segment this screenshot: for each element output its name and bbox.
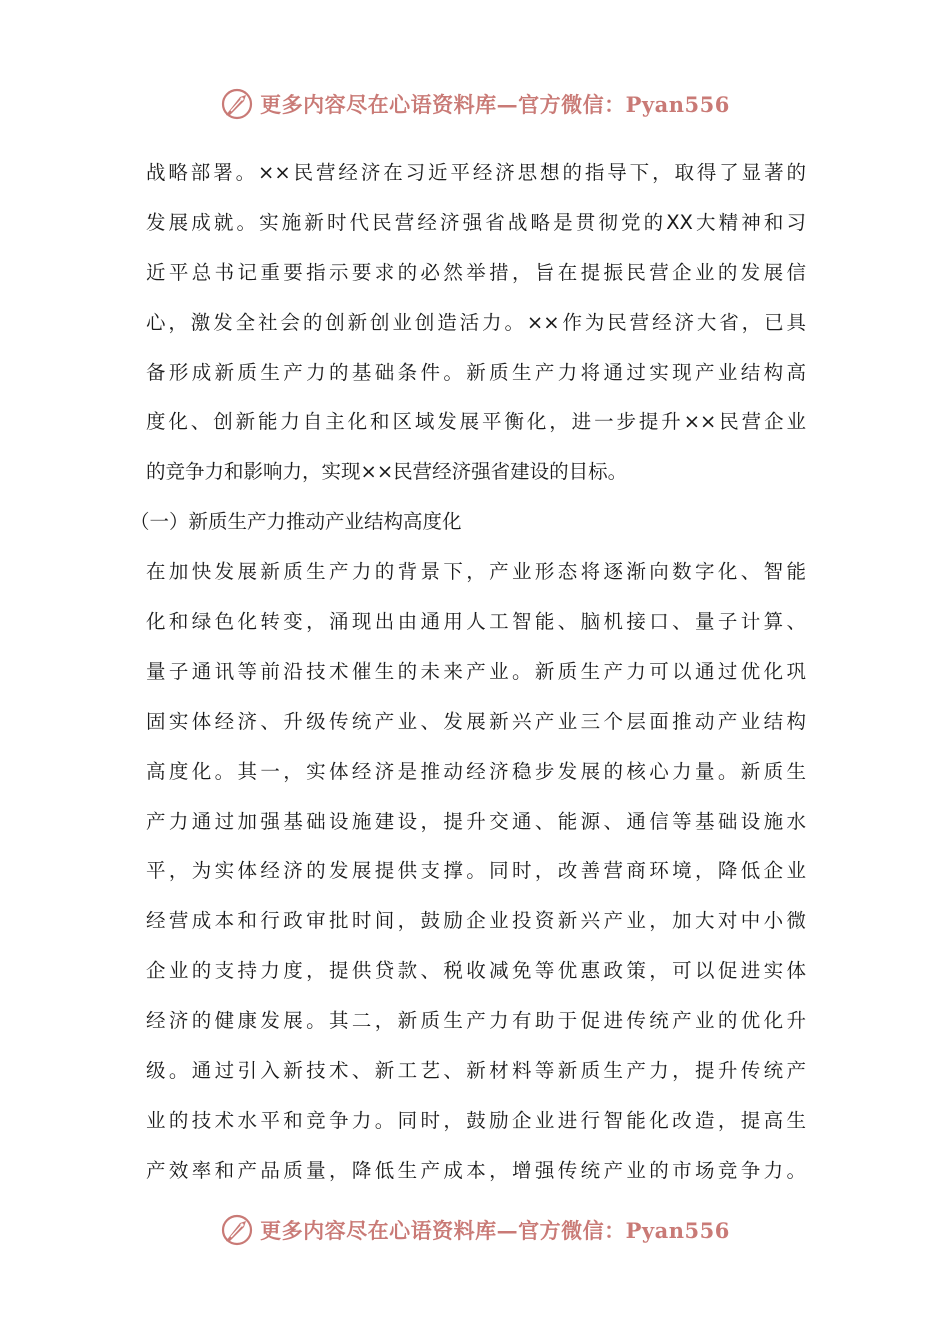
text-line: 的竞争力和影响力，实现××民营经济强省建设的目标。 (146, 460, 628, 484)
watermark-text: 更多内容尽在心语资料库—官方微信：Pyan556 (260, 1218, 730, 1243)
text-line: 经济的健康发展。其二，新质生产力有助于促进传统产业的优化升 (146, 1009, 806, 1033)
paragraph (146, 547, 806, 1196)
paragraph (146, 148, 806, 497)
text-line: 度化、创新能力自主化和区域发展平衡化，进一步提升××民营企业 (146, 410, 806, 434)
text-line: 固实体经济、升级传统产业、发展新兴产业三个层面推动产业结构 (146, 709, 806, 733)
document-body (130, 148, 806, 1196)
text-line: 在加快发展新质生产力的背景下，产业形态将逐渐向数字化、智能 (146, 560, 806, 584)
watermark-text: 更多内容尽在心语资料库—官方微信：Pyan556 (260, 92, 730, 117)
text-line: 平，为实体经济的发展提供支撑。同时，改善营商环境，降低企业 (146, 859, 806, 883)
text-line: 战略部署。××民营经济在习近平经济思想的指导下，取得了显著的 (146, 161, 806, 184)
text-line: 级。通过引入新技术、新工艺、新材料等新质生产力，提升传统产 (146, 1059, 806, 1083)
footer-watermark (0, 1210, 950, 1250)
text-line: 心，激发全社会的创新创业创造活力。××作为民营经济大省，已具 (146, 310, 806, 334)
header-watermark (0, 84, 950, 124)
pen-nib-logo-icon (220, 87, 254, 121)
text-line: 业的技术水平和竞争力。同时，鼓励企业进行智能化改造，提高生 (146, 1108, 806, 1132)
pen-nib-logo-icon (220, 1213, 254, 1247)
text-line: 备形成新质生产力的基础条件。新质生产力将通过实现产业结构高 (146, 360, 806, 384)
text-line: 企业的支持力度，提供贷款、税收减免等优惠政策，可以促进实体 (146, 959, 806, 983)
text-line: 经营成本和行政审批时间，鼓励企业投资新兴产业，加大对中小微 (146, 909, 806, 933)
text-line: 量子通讯等前沿技术催生的未来产业。新质生产力可以通过优化巩 (146, 659, 806, 683)
text-line: 产力通过加强基础设施建设，提升交通、能源、通信等基础设施水 (146, 809, 806, 833)
text-line: 近平总书记重要指示要求的必然举措，旨在提振民营企业的发展信 (146, 260, 806, 284)
text-line: 化和绿色化转变，涌现出由通用人工智能、脑机接口、量子计算、 (146, 610, 806, 634)
text-line: 发展成就。实施新时代民营经济强省战略是贯彻党的XX大精神和习 (146, 210, 806, 234)
text-line: 高度化。其一，实体经济是推动经济稳步发展的核心力量。新质生 (146, 759, 806, 783)
text-line: 产效率和产品质量，降低生产成本，增强传统产业的市场竞争力。 (146, 1158, 806, 1182)
section-heading: （一）新质生产力推动产业结构高度化 (130, 510, 462, 534)
